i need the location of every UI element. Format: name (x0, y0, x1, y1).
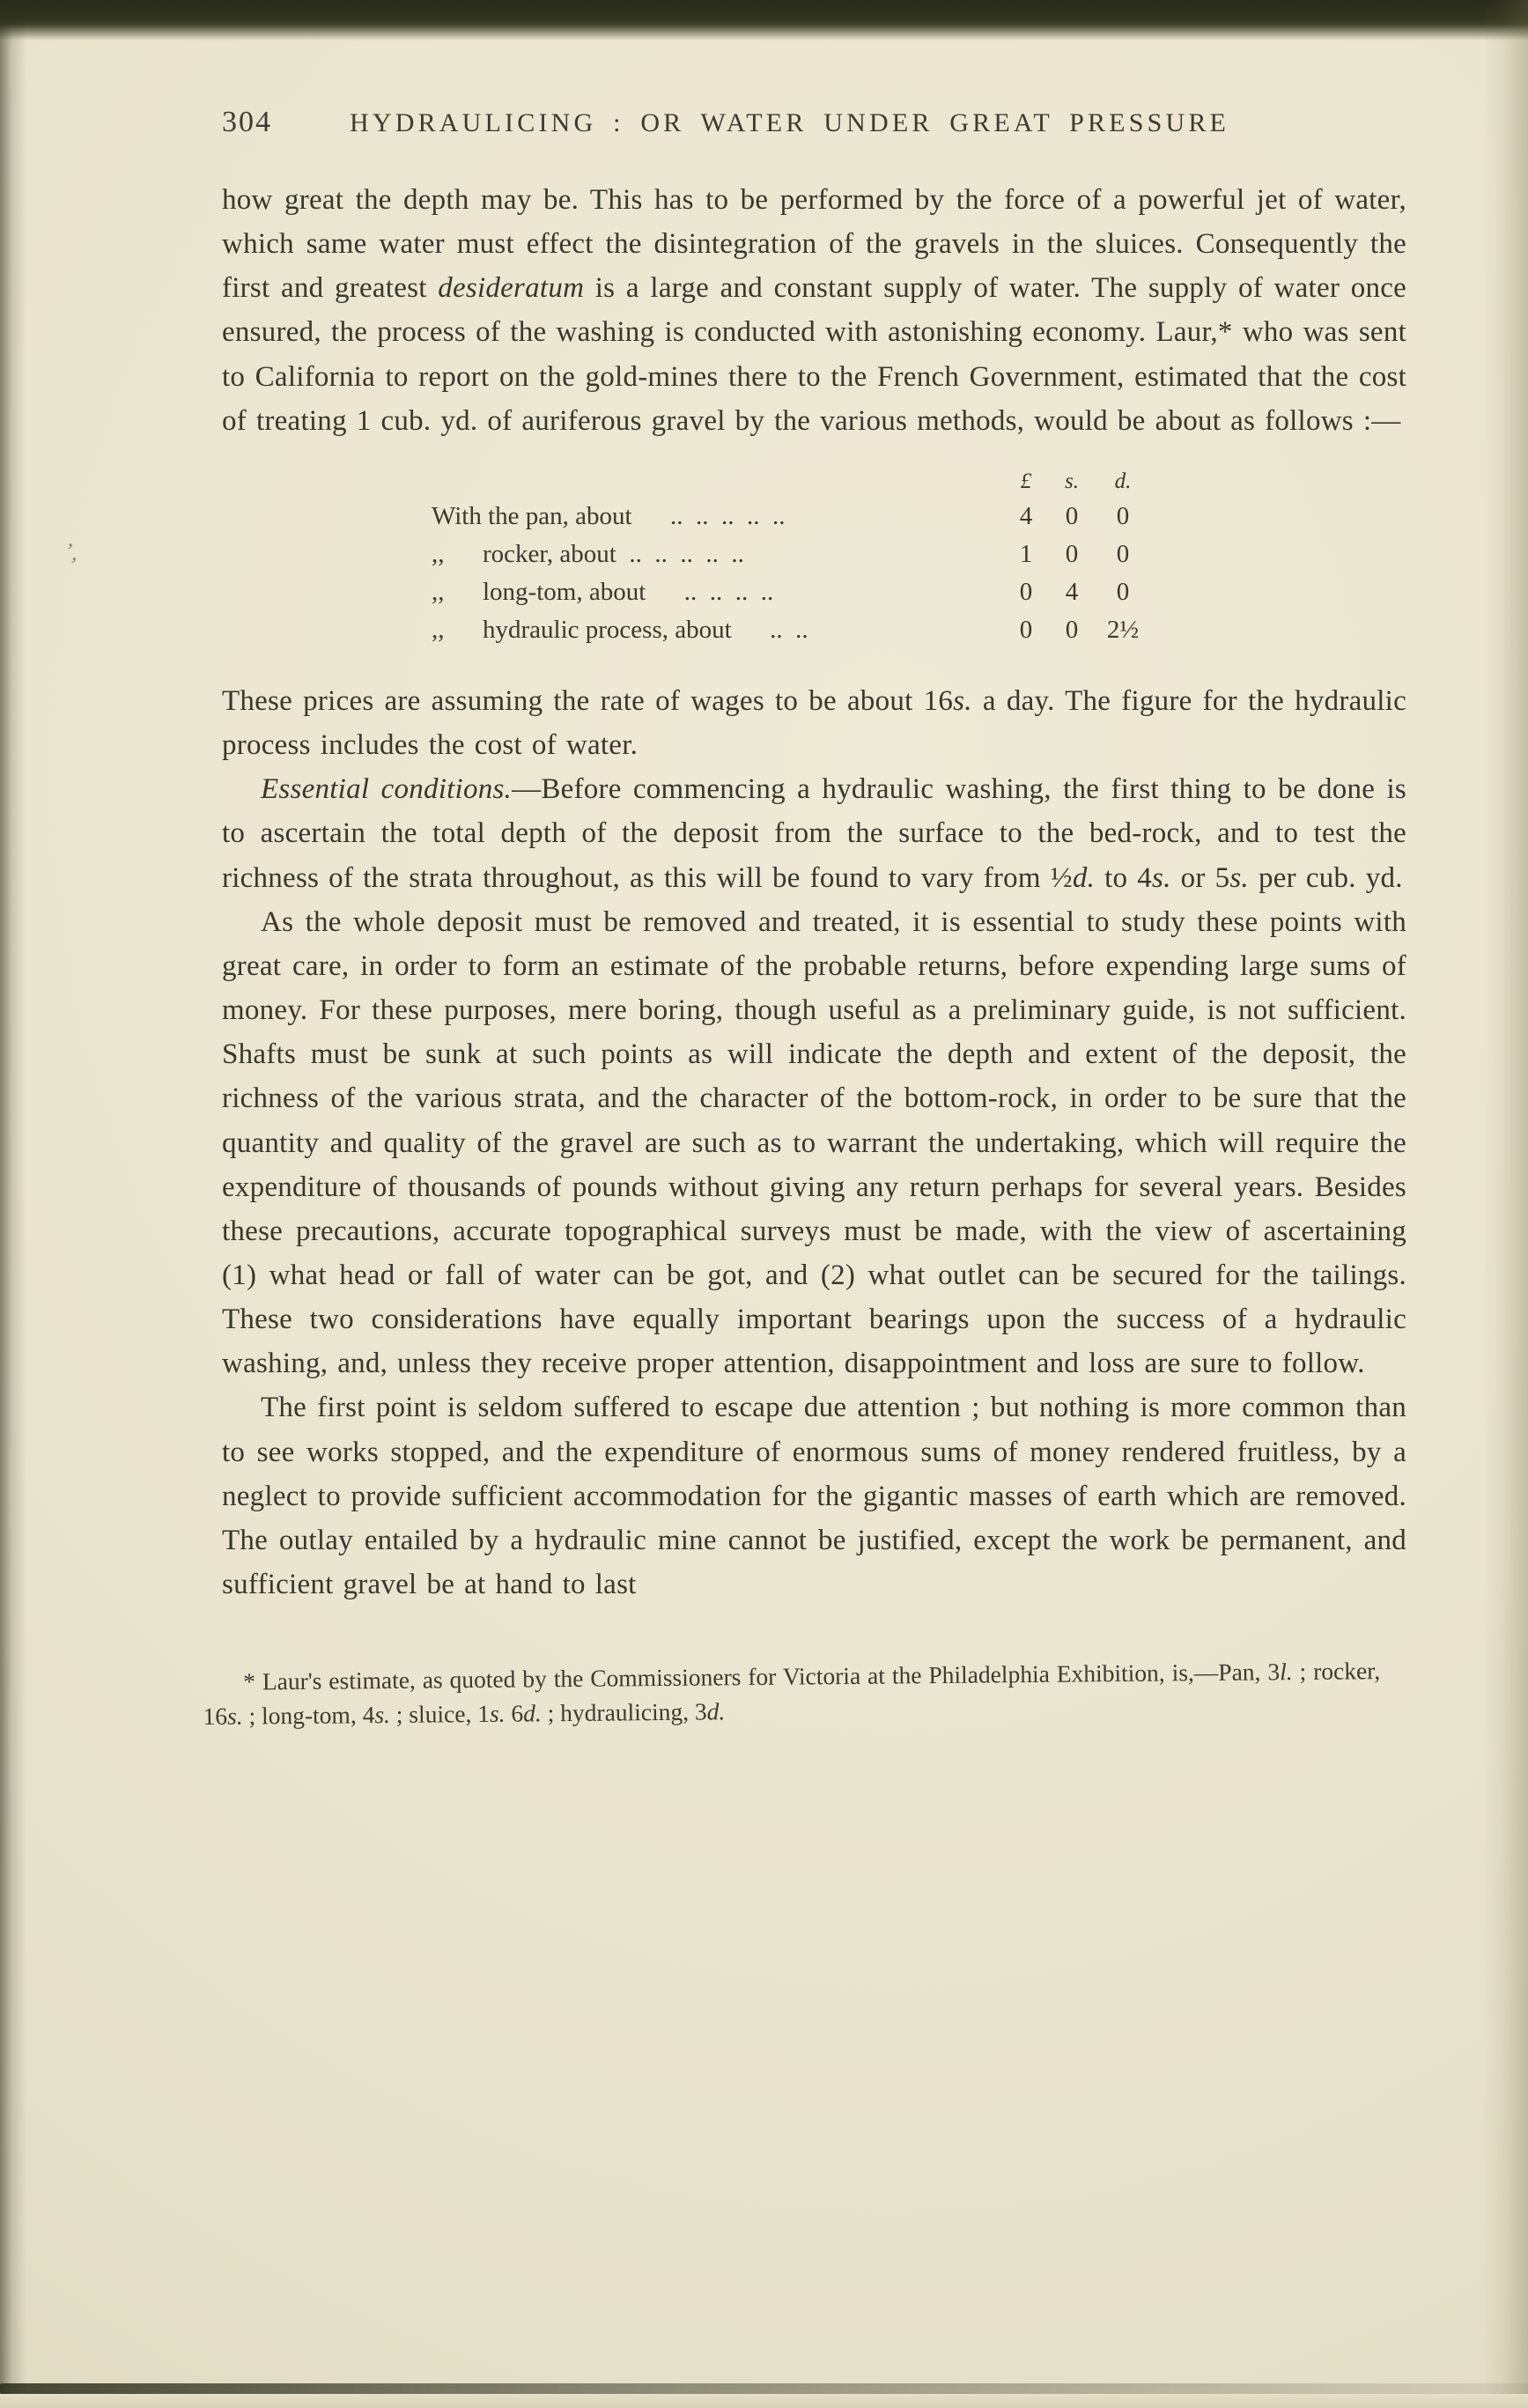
bottom-edge-shadow (0, 2383, 1528, 2394)
row-label: With the pan, about .. .. .. .. .. (432, 501, 786, 530)
margin-mark: ’, (63, 537, 82, 566)
cost-table (222, 466, 1406, 649)
footnote: * Laur's estimate, as quoted by the Commissioners for Victoria at the Philadelphia Exhibition, is,—Pan, 3l. ; rocker, 16s. ; long-tom, 4s. ; sluice, 1s. 6d. ; hydraulicing, 3d. (203, 1657, 1381, 1731)
right-edge-shadow (1482, 0, 1528, 2408)
page-header (222, 106, 1406, 139)
page-content (203, 106, 1406, 1733)
cost-table-row (222, 498, 1406, 536)
page-number: 304 (222, 106, 272, 138)
pounds-value: 0 (1019, 615, 1033, 644)
shillings-value: 4 (1065, 577, 1079, 606)
row-label: ,, hydraulic process, about .. .. (432, 615, 808, 644)
bottom-paper-edge (0, 2394, 1528, 2408)
row-label: ,, rocker, about .. .. .. .. .. (432, 539, 744, 568)
row-label: ,, long-tom, about .. .. .. .. (432, 577, 774, 606)
pounds-value: 1 (1019, 539, 1033, 568)
pounds-value: 0 (1019, 577, 1033, 606)
pounds-header: £ (1020, 469, 1032, 493)
paragraph: The first point is seldom suffered to escape due attention ; but nothing is more common than to see works stopped, and the expenditure of enormous sums of money rendered fruitless, by a neglect to provide sufficient accommodation for the gigantic masses of earth which are removed. The outlay entailed by a hydraulic mine cannot be justified, except the work be permanent, and sufficient gravel be at hand to last (222, 1392, 1406, 1601)
shillings-value: 0 (1065, 615, 1079, 644)
pence-value: 0 (1116, 501, 1130, 530)
shillings-value: 0 (1065, 501, 1079, 530)
pence-value: 0 (1116, 577, 1130, 606)
pence-value: 0 (1116, 539, 1130, 568)
header-spacer (432, 466, 1002, 498)
shillings-value: 0 (1065, 539, 1079, 568)
cost-table-row (222, 573, 1406, 611)
pounds-value: 4 (1019, 501, 1033, 530)
paragraph: Essential conditions.—Before commencing a hydraulic washing, the first thing to be done is to ascertain the total depth of the deposit from the surface to the bed-rock, and to test the richness of the strata throughout, as this will be found to vary from ½d. to 4s. or 5s. per cub. yd. (222, 773, 1406, 894)
pence-value: 2½ (1106, 615, 1140, 644)
cost-table-header (222, 466, 1406, 498)
cost-table-row (222, 536, 1406, 573)
running-title: HYDRAULICING : OR WATER UNDER GREAT PRESSURE (350, 108, 1230, 137)
cost-table-row (222, 611, 1406, 649)
shillings-header: s. (1065, 469, 1079, 493)
left-edge-shadow (0, 0, 26, 2408)
top-edge-shadow (0, 0, 1528, 41)
paragraph: how great the depth may be. This has to be performed by the force of a powerful jet of water, which same water must effect the disintegration of the gravels in the sluices. Consequently the first and greatest desideratum is a large and constant supply of water. The supply of water once ensured, the process of the washing is conducted with astonishing economy. Laur,* who was sent to California to report on the gold-mines there to the French Government, estimated that the cost of treating 1 cub. yd. of auriferous gravel by the various methods, would be about as follows :— (222, 184, 1406, 437)
paragraph: These prices are assuming the rate of wages to be about 16s. a day. The figure for the hydraulic process includes the cost of water. (222, 684, 1406, 762)
paragraph: As the whole deposit must be removed and treated, it is essential to study these points with great care, in order to form an estimate of the probable returns, before expending large sums of money. For these purposes, mere boring, though useful as a preliminary guide, is not sufficient. Shafts must be sunk at such points as will indicate the depth and extent of the deposit, the richness of the various strata, and the character of the bottom-rock, in order to be sure that the quantity and quality of the gravel are such as to warrant the undertaking, which will require the expenditure of thousands of pounds without giving any return perhaps for several years. Besides these precautions, accurate topographical surveys must be made, with the view of ascertaining (1) what head or fall of water can be got, and (2) what outlet can be secured for the tailings. These two considerations have equally important bearings upon the success of a hydraulic washing, and, unless they receive proper attention, disappointment and loss are sure to follow. (222, 905, 1406, 1380)
pence-header: d. (1114, 469, 1132, 493)
